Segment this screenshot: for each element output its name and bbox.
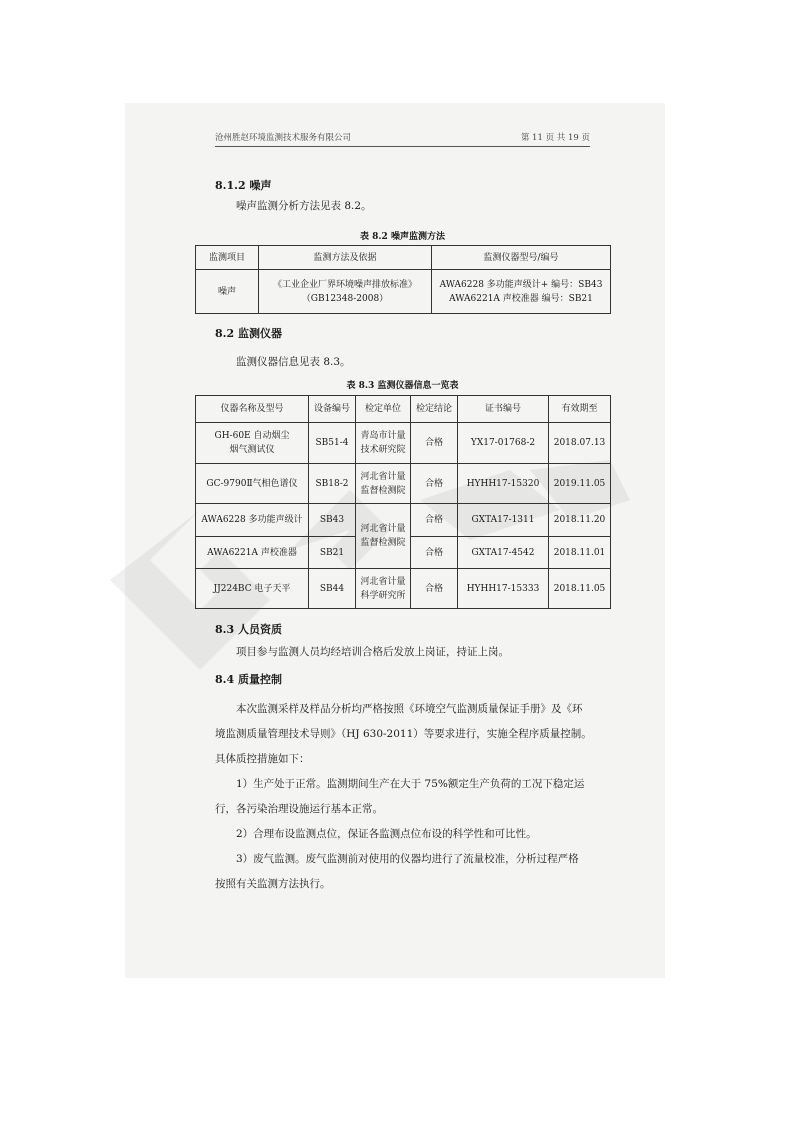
table-cell: 2019.11.05 xyxy=(549,464,611,504)
table-8-2 xyxy=(195,245,611,314)
table-header-cell: 检定单位 xyxy=(356,396,411,423)
list-item-line: 2）合理布设监测点位，保证各监测点位布设的科学性和可比性。 xyxy=(236,828,537,840)
table-cell: SB21 xyxy=(309,537,356,569)
cell-line: 河北省计量 xyxy=(360,576,406,587)
table-row xyxy=(196,504,611,537)
table-cell: GC-9790Ⅱ气相色谱仪 xyxy=(196,464,309,504)
table-cell xyxy=(196,423,309,464)
list-item-line: 行，各污染治理设施运行基本正常。 xyxy=(215,803,383,815)
table-cell: HYHH17-15333 xyxy=(458,569,549,609)
table-header-cell: 检定结论 xyxy=(411,396,458,423)
table-cell xyxy=(356,423,411,464)
table-header-cell: 监测项目 xyxy=(196,246,259,270)
cell-line: 青岛市计量 xyxy=(360,431,406,441)
section-text-8-3: 项目参与监测人员均经培训合格后发放上岗证，持证上岗。 xyxy=(236,646,509,658)
cell-line: GH-60E 自动烟尘 xyxy=(214,431,290,441)
table-header-cell: 设备编号 xyxy=(309,396,356,423)
table-row xyxy=(196,464,611,504)
cell-line: 河北省计量 xyxy=(360,471,406,482)
table-cell: SB44 xyxy=(309,569,356,609)
cell-line: AWA6221A 声校准器 编号：SB21 xyxy=(449,293,593,304)
table-row xyxy=(196,569,611,609)
table-8-3 xyxy=(195,395,611,609)
table-cell xyxy=(356,464,411,504)
table-cell: 2018.11.01 xyxy=(549,537,611,569)
table-cell: 2018.11.20 xyxy=(549,504,611,537)
table-row xyxy=(196,423,611,464)
table-header-cell: 有效期至 xyxy=(549,396,611,423)
paragraph-line: 本次监测采样及样品分析均严格按照《环境空气监测质量保证手册》及《环 xyxy=(236,703,583,715)
table-header-cell: 仪器名称及型号 xyxy=(196,396,309,423)
table-header-row xyxy=(196,246,611,270)
table-cell: 合格 xyxy=(411,423,458,464)
table-cell: SB18-2 xyxy=(309,464,356,504)
table-8-2-caption: 表 8.2 噪声监测方法 xyxy=(360,232,445,242)
table-cell: GXTA17-1311 xyxy=(458,504,549,537)
table-cell-merged xyxy=(356,504,411,569)
cell-line: 技术研究院 xyxy=(360,445,406,455)
cell-line: 《工业企业厂界环境噪声排放标准》 xyxy=(272,279,417,290)
section-heading-8-3: 8.3 人员资质 xyxy=(215,623,282,636)
section-heading-8-2: 8.2 监测仪器 xyxy=(215,327,282,340)
table-cell: 噪声 xyxy=(196,270,259,314)
paragraph-line: 境监测质量管理技术导则》（HJ 630-2011）等要求进行，实施全程序质量控制。 xyxy=(215,728,592,740)
table-header-cell: 监测仪器型号/编号 xyxy=(432,246,611,270)
section-heading-8-1-2: 8.1.2 噪声 xyxy=(215,179,272,192)
table-cell xyxy=(259,270,432,314)
table-cell: SB43 xyxy=(309,504,356,537)
table-cell xyxy=(356,569,411,609)
table-cell: AWA6228 多功能声级计 xyxy=(196,504,309,537)
table-cell: JJ224BC 电子天平 xyxy=(196,569,309,609)
page-number: 第 11 页 共 19 页 xyxy=(520,133,590,143)
cell-line: 烟气测试仪 xyxy=(229,445,275,455)
table-cell: GXTA17-4542 xyxy=(458,537,549,569)
table-cell: 合格 xyxy=(411,537,458,569)
table-cell: 合格 xyxy=(411,504,458,537)
section-intro-8-1-2: 噪声监测分析方法见表 8.2。 xyxy=(236,200,372,212)
table-8-3-caption: 表 8.3 监测仪器信息一览表 xyxy=(346,381,459,391)
list-item-line: 1）生产处于正常。监测期间生产在大于 75%额定生产负荷的工况下稳定运 xyxy=(236,778,585,790)
cell-line: AWA6228 多功能声级计+ 编号：SB43 xyxy=(439,279,603,290)
cell-line: （GB12348-2008） xyxy=(301,293,389,304)
table-cell: SB51-4 xyxy=(309,423,356,464)
table-cell xyxy=(432,270,611,314)
cell-line: 监督检测院 xyxy=(360,485,406,496)
table-cell: HYHH17-15320 xyxy=(458,464,549,504)
cell-line: 河北省计量 xyxy=(360,524,406,534)
table-header-row xyxy=(196,396,611,423)
table-cell: 合格 xyxy=(411,464,458,504)
table-header-cell: 证书编号 xyxy=(458,396,549,423)
table-cell: 合格 xyxy=(411,569,458,609)
company-name: 沧州胜赵环境监测技术服务有限公司 xyxy=(215,133,352,143)
table-cell: YX17-01768-2 xyxy=(458,423,549,464)
table-header-cell: 监测方法及依据 xyxy=(259,246,432,270)
table-cell: 2018.07.13 xyxy=(549,423,611,464)
cell-line: 科学研究所 xyxy=(360,590,406,601)
header-divider xyxy=(215,146,590,147)
list-item-line: 3）废气监测。废气监测前对使用的仪器均进行了流量校准，分析过程严格 xyxy=(236,853,579,865)
list-item-line: 按照有关监测方法执行。 xyxy=(215,878,331,890)
table-cell: 2018.11.05 xyxy=(549,569,611,609)
section-intro-8-2: 监测仪器信息见表 8.3。 xyxy=(236,356,351,368)
section-heading-8-4: 8.4 质量控制 xyxy=(215,673,282,686)
table-row xyxy=(196,270,611,314)
cell-line: 监督检测院 xyxy=(360,538,406,548)
table-cell: AWA6221A 声校准器 xyxy=(196,537,309,569)
paragraph-line: 具体质控措施如下： xyxy=(215,753,310,765)
